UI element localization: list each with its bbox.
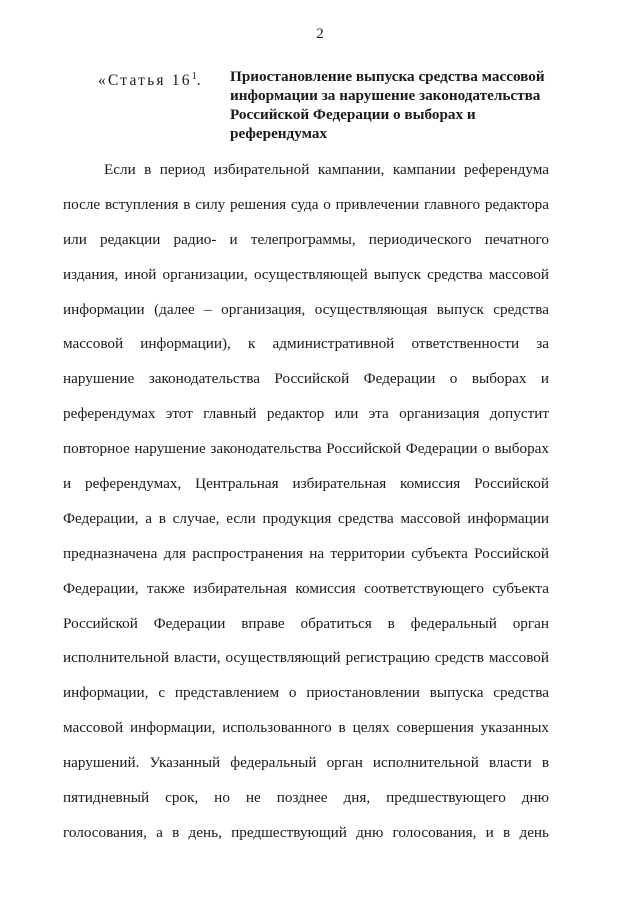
body-line: исполнительной власти, осуществляющий регистрацию средств массовой [63,649,549,667]
body-line: пятидневный срок, но не позднее дня, предшествующего дню [63,789,549,807]
body-line: Российской Федерации вправе обратиться в федеральный орган [63,614,549,632]
page-number: 2 [316,26,324,42]
article-label-text: «Статья 16 [98,72,192,90]
body-line: нарушений. Указанный федеральный орган исполнительной власти в [63,754,549,772]
article-label-superscript: 1 [191,71,197,82]
body-line: и референдумах, Центральная избирательная комиссия Российской [63,475,549,493]
body-line: нарушение законодательства Российской Федерации о выборах и [63,370,549,388]
body-line: или редакции радио- и телепрограммы, периодического печатного [63,230,549,248]
article-label-suffix: . [196,72,203,90]
body-line: Если в период избирательной кампании, кампании референдума [104,161,549,178]
body-line: после вступления в силу решения суда о привлечении главного редактора [63,195,549,213]
article-heading [98,67,568,143]
body-line: референдумах этот главный редактор или эта организация допустит [63,405,549,423]
body-line: голосования, а в день, предшествующий дню голосования, и в день [63,823,549,841]
body-line: повторное нарушение законодательства Российской Федерации о выборах [63,440,549,458]
body-line: массовой информации, использованного в целях совершения указанных [63,719,549,737]
body-line: информации, с представлением о приостановлении выпуска средства [63,684,549,702]
body-line: информации (далее – организация, осуществляющая выпуск средства [63,300,549,318]
body-line: Федерации, а в случае, если продукция средства массовой информации [63,509,549,527]
body-line: Федерации, также избирательная комиссия соответствующего субъекта [63,579,549,597]
body-line: издания, иной организации, осуществляющей выпуск средства массовой [63,265,549,283]
article-title: Приостановление выпуска средства массовой информации за нарушение законодательства Российской Федерации о выборах и референдумах [230,68,545,142]
article-body [63,153,549,851]
body-line: предназначена для распространения на территории субъекта Российской [63,544,549,562]
article-label [98,67,230,143]
body-line: массовой информации), к административной ответственности за [63,335,549,353]
